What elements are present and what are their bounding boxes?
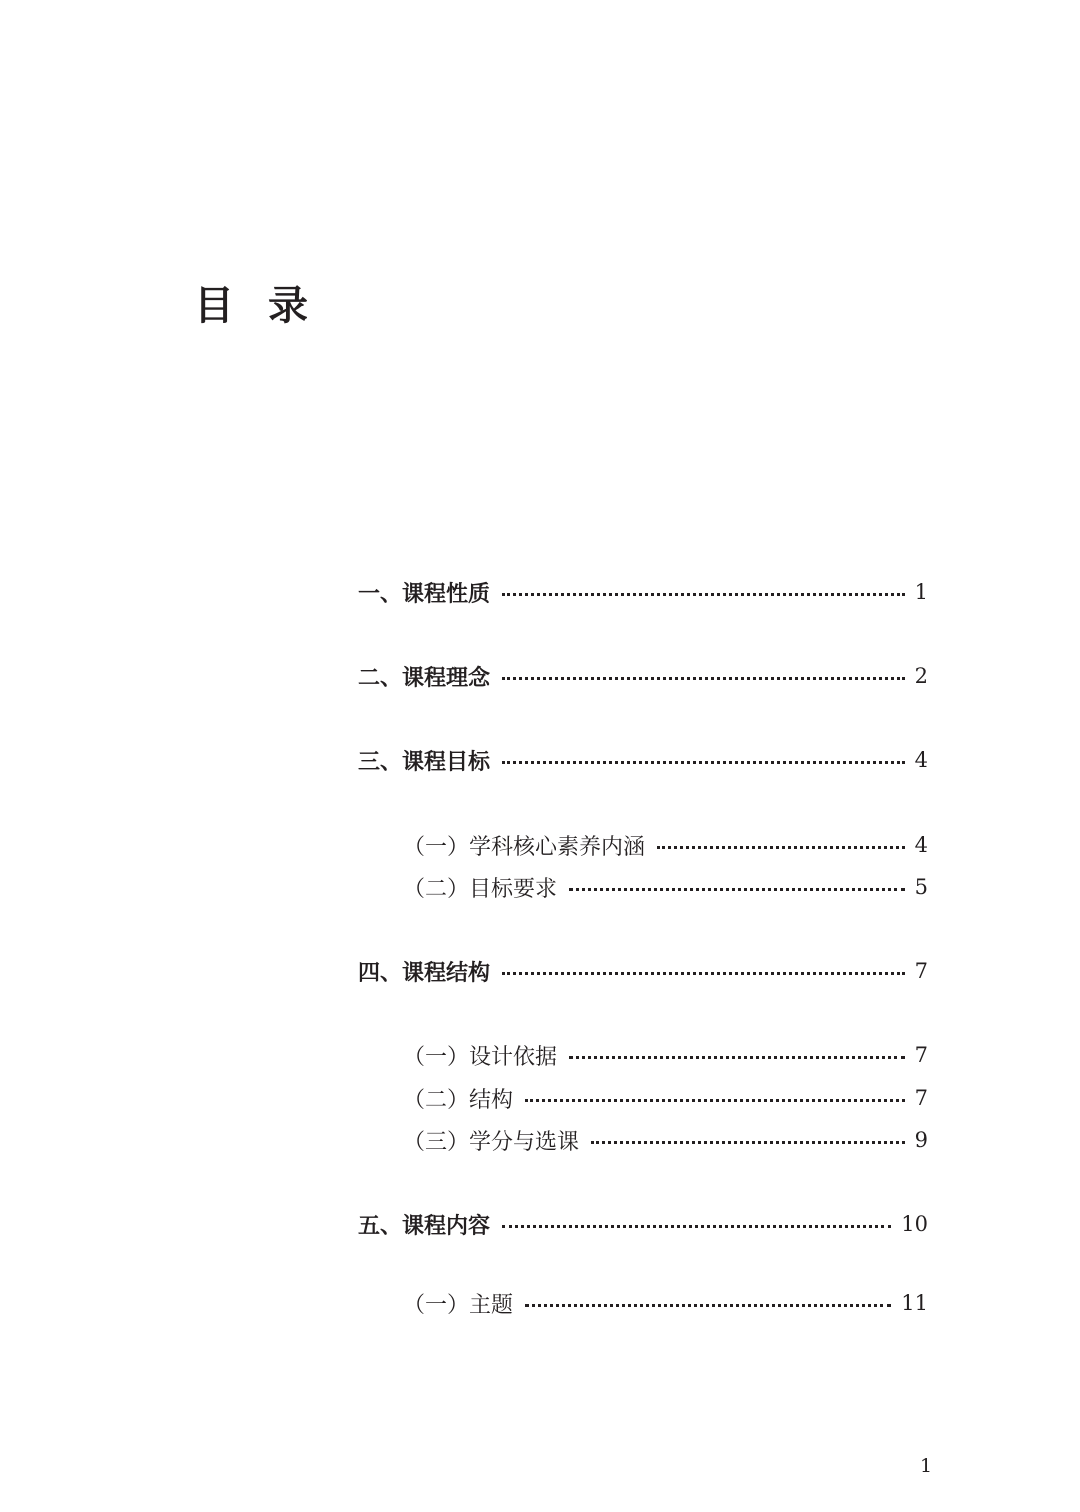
dot-leader xyxy=(502,972,905,975)
dot-leader xyxy=(657,846,905,849)
toc-entry[interactable] xyxy=(358,659,928,693)
dot-leader xyxy=(525,1304,891,1307)
toc-entry-page: 7 xyxy=(914,1043,928,1067)
toc-entry-label: （二）结构 xyxy=(403,1087,514,1113)
toc-entry-page: 7 xyxy=(914,1086,928,1110)
toc-entry-label: （一）学科核心素养内涵 xyxy=(403,834,646,860)
toc-entry-label: （一）主题 xyxy=(403,1292,514,1318)
dot-leader xyxy=(502,1225,891,1228)
toc-entry-page: 10 xyxy=(901,1212,928,1236)
toc-entry-label: 二、课程理念 xyxy=(358,664,491,691)
toc-entry[interactable] xyxy=(358,743,928,777)
toc-subentry[interactable] xyxy=(403,870,928,904)
page-title: 目录 xyxy=(194,282,342,329)
dot-leader xyxy=(502,593,905,596)
toc-entry[interactable] xyxy=(358,575,928,609)
toc-entry-label: （三）学分与选课 xyxy=(403,1129,580,1155)
toc-subentry[interactable] xyxy=(403,1081,928,1115)
toc-entry-page: 1 xyxy=(914,580,928,604)
dot-leader xyxy=(591,1141,905,1144)
toc-entry-page: 4 xyxy=(914,833,928,857)
toc-entry-label: （二）目标要求 xyxy=(403,876,558,902)
dot-leader xyxy=(525,1099,905,1102)
toc-entry-page: 11 xyxy=(901,1291,928,1315)
dot-leader xyxy=(502,761,905,764)
dot-leader xyxy=(502,677,905,680)
dot-leader xyxy=(569,888,905,891)
toc-entry-page: 5 xyxy=(914,875,928,899)
toc-entry-page: 4 xyxy=(914,748,928,772)
toc-entry[interactable] xyxy=(358,1207,928,1241)
toc-subentry[interactable] xyxy=(403,828,928,862)
toc-subentry[interactable] xyxy=(403,1123,928,1157)
toc-entry-page: 9 xyxy=(914,1128,928,1152)
toc-entry-label: （一）设计依据 xyxy=(403,1044,558,1070)
toc-entry-label: 一、课程性质 xyxy=(358,580,491,607)
toc-entry-label: 五、课程内容 xyxy=(358,1212,491,1239)
toc-entry-page: 7 xyxy=(914,959,928,983)
toc-entry[interactable] xyxy=(358,954,928,988)
toc-entry-label: 四、课程结构 xyxy=(358,959,491,986)
toc-subentry[interactable] xyxy=(403,1286,928,1320)
toc-entry-page: 2 xyxy=(914,664,928,688)
page-number: 1 xyxy=(920,1455,933,1477)
toc-entry-label: 三、课程目标 xyxy=(358,748,491,775)
dot-leader xyxy=(569,1056,905,1059)
toc-subentry[interactable] xyxy=(403,1038,928,1072)
